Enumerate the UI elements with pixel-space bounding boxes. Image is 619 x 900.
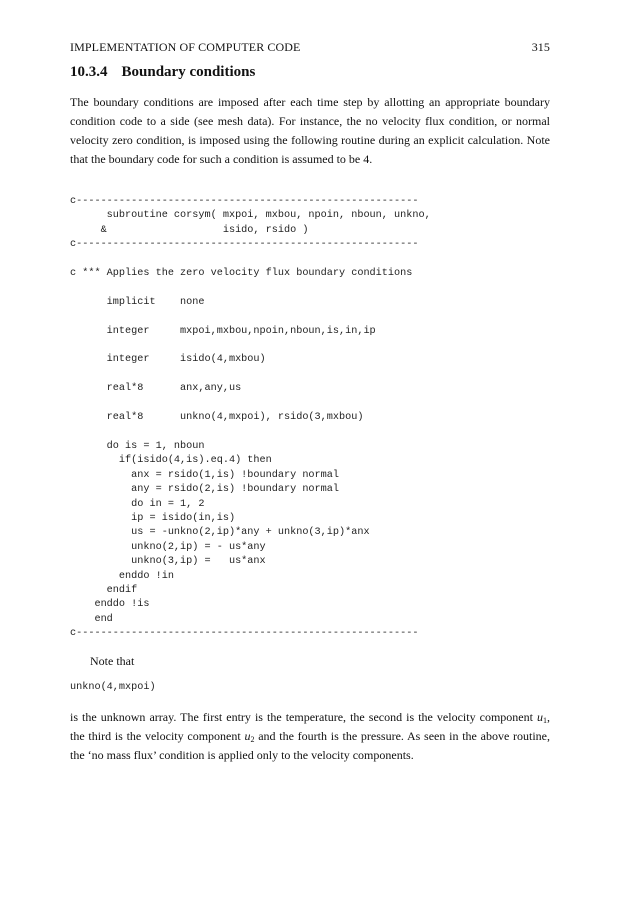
closing-part-3: and the fourth is the pressure. As seen in the above routine, the ‘no mass flux’ condition is applied only to the velocity components.: [70, 729, 551, 762]
section-heading: [70, 64, 255, 81]
fortran-code-listing: [70, 195, 550, 642]
u2-subscript: 2: [250, 735, 255, 744]
code-line: enddo !in: [70, 570, 174, 582]
running-header: [70, 40, 550, 55]
code-line: [70, 281, 550, 295]
page-number: 315: [531, 40, 550, 54]
code-line: end: [70, 613, 113, 625]
note-that-text: Note that: [90, 654, 135, 668]
code-line: integer isido(4,mxbou): [70, 354, 266, 366]
code-line: real*8 anx,any,us: [70, 383, 242, 395]
code-line: real*8 unkno(4,mxpoi), rsido(3,mxbou): [70, 412, 364, 424]
u1-subscript: 1: [543, 716, 547, 725]
code-line: & isido, rsido ): [70, 224, 309, 236]
code-line: integer mxpoi,mxbou,npoin,nboun,is,in,ip: [70, 325, 376, 337]
closing-part-1: is the unknown array. The first entry is the temperature, the second is the velocity component: [70, 710, 533, 724]
closing-part-2: , the third is the velocity component: [70, 710, 550, 743]
code-line: [70, 368, 550, 382]
code-line: subroutine corsym( mxpoi, mxbou, npoin, nboun, unkno,: [70, 210, 431, 222]
code-line: c--------------------------------------------------------: [70, 628, 419, 640]
code-line: implicit none: [70, 296, 205, 308]
u2-symbol: u: [244, 729, 251, 743]
code-line: c--------------------------------------------------------: [70, 239, 419, 251]
section-title: Boundary conditions: [121, 64, 256, 80]
code-line: unkno(3,ip) = us*anx: [70, 556, 266, 568]
code-line: if(isido(4,is).eq.4) then: [70, 455, 272, 467]
code-line: [70, 397, 550, 411]
code-line: [70, 426, 550, 440]
book-page: [70, 0, 550, 900]
intro-paragraph: The boundary conditions are imposed after each time step by allotting an appropriate boundary condition code to a side (see mesh data). For instance, the no velocity flux condition, or normal velocity zero condition, is imposed using the following routine during an explicit calculation. Note that the boundary code for such a condition is assumed to be 4.: [70, 95, 550, 166]
code-line: ip = isido(in,is): [70, 512, 236, 524]
code-line: c *** Applies the zero velocity flux boundary conditions: [70, 268, 413, 280]
section-number: 10.3.4: [70, 64, 108, 80]
code-line: do in = 1, 2: [70, 498, 205, 510]
code-line: unkno(2,ip) = - us*any: [70, 541, 266, 553]
running-title: IMPLEMENTATION OF COMPUTER CODE: [70, 40, 301, 54]
code-line: [70, 310, 550, 324]
code-line: do is = 1, nboun: [70, 440, 205, 452]
code-line: [70, 339, 550, 353]
code-line: anx = rsido(1,is) !boundary normal: [70, 469, 339, 481]
code-line: endif: [70, 584, 138, 596]
array-declaration: unkno(4,mxpoi): [70, 682, 156, 693]
u1-symbol: u: [537, 710, 543, 724]
code-line: enddo !is: [70, 599, 150, 611]
closing-paragraph: [70, 708, 550, 765]
code-line: [70, 253, 550, 267]
code-line: us = -unkno(2,ip)*any + unkno(3,ip)*anx: [70, 527, 370, 539]
code-line: any = rsido(2,is) !boundary normal: [70, 484, 339, 496]
code-line: c--------------------------------------------------------: [70, 196, 419, 207]
